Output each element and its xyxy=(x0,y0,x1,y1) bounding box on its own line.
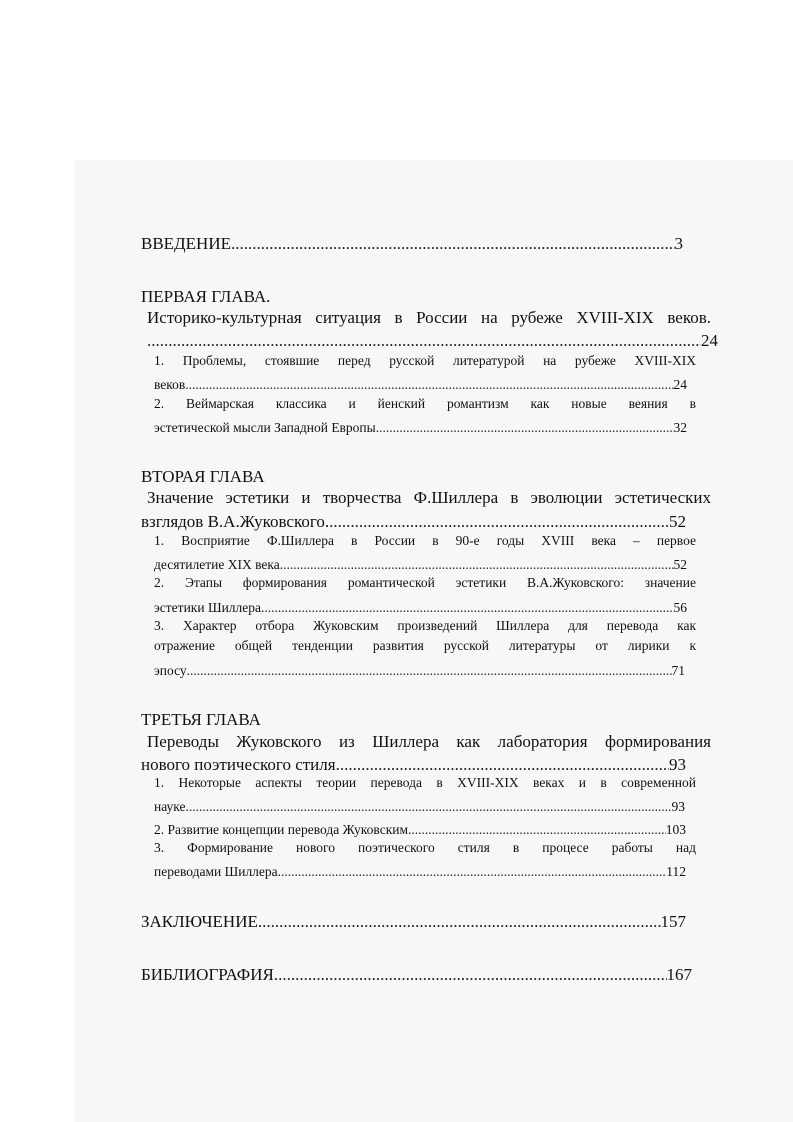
ch2-section-3-line2: отражение общей тенденции развития русской литературы от лирики к xyxy=(154,638,696,653)
dot-leader xyxy=(281,864,666,880)
chapter-3-page: 93 xyxy=(669,755,686,774)
dot-leader xyxy=(283,557,673,573)
dot-leader xyxy=(411,822,665,838)
ch3-section-3-page-line xyxy=(154,860,686,880)
chapter-3-heading: ТРЕТЬЯ ГЛАВА xyxy=(141,710,261,729)
ch2-section-3-line1[interactable]: 3. Характер отбора Жуковским произведений Шиллера для перевода как xyxy=(154,618,696,633)
dot-leader xyxy=(258,912,661,932)
chapter-2-heading: ВТОРАЯ ГЛАВА xyxy=(141,467,265,486)
ch2-section-2-line1[interactable]: 2. Этапы формирования романтической эстетики В.А.Жуковского: значение xyxy=(154,575,696,590)
toc-bibliography-page: 167 xyxy=(666,965,692,984)
ch3-section-1-line1[interactable]: 1. Некоторые аспекты теории перевода в XVIII-XIX веках и в современной xyxy=(154,775,696,790)
dot-leader xyxy=(147,331,701,351)
ch1-section-1-line1[interactable]: 1. Проблемы, стоявшие перед русской литературой на рубеже XVIII-XIX xyxy=(154,353,696,368)
chapter-1-heading: ПЕРВАЯ ГЛАВА. xyxy=(141,287,271,306)
dot-leader xyxy=(274,965,667,985)
toc-intro-page: 3 xyxy=(674,234,683,253)
toc-conclusion-page: 157 xyxy=(660,912,686,931)
chapter-1-page: 24 xyxy=(701,331,718,350)
toc-intro-label: ВВЕДЕНИЕ xyxy=(141,234,231,253)
dot-leader xyxy=(189,799,672,815)
ch3-section-2-page: 103 xyxy=(665,822,686,837)
toc-conclusion-label: ЗАКЛЮЧЕНИЕ xyxy=(141,912,258,931)
toc-entry-bibliography[interactable] xyxy=(141,963,692,985)
ch3-section-2-line1: 2. Развитие концепции перевода Жуковским. xyxy=(154,822,412,837)
dot-leader xyxy=(264,600,673,616)
ch3-section-3-line1[interactable]: 3. Формирование нового поэтического стиля в процесе работы над xyxy=(154,840,696,855)
ch2-section-3-line3: эпосу xyxy=(154,663,187,678)
ch2-section-3-page-line xyxy=(154,659,685,679)
ch3-section-1-line2: науке. xyxy=(154,799,189,814)
ch2-section-1-line1[interactable]: 1. Восприятие Ф.Шиллера в России в 90-е годы XVIII века – первое xyxy=(154,533,696,548)
ch2-section-3-page: 71 xyxy=(671,663,685,678)
ch1-section-2-line1[interactable]: 2. Веймарская классика и йенский романтизм как новые веяния в xyxy=(154,396,696,411)
chapter-1-title[interactable]: Историко-культурная ситуация в России на рубеже XVIII-XIX веков. xyxy=(147,308,711,327)
ch3-section-3-page: 112 xyxy=(666,864,686,879)
ch3-section-1-page: 93 xyxy=(671,799,685,814)
ch2-section-2-line2: эстетики Шиллера. xyxy=(154,600,265,615)
ch1-section-1-page-line xyxy=(154,373,687,393)
ch3-section-2-page-line[interactable] xyxy=(154,818,686,838)
dot-leader xyxy=(189,377,674,393)
ch2-section-1-line2: десятилетие XIX века. xyxy=(154,557,284,572)
chapter-2-title-line1[interactable]: Значение эстетики и творчества Ф.Шиллера в эволюции эстетических xyxy=(147,488,711,507)
chapter-1-page-line xyxy=(147,329,718,351)
dot-leader xyxy=(329,512,669,532)
ch1-section-1-page: 24 xyxy=(673,377,687,392)
dot-leader xyxy=(187,663,672,679)
chapter-2-title-line2: взглядов В.А.Жуковского. xyxy=(141,512,330,531)
chapter-2-page: 52 xyxy=(669,512,686,531)
chapter-2-page-line xyxy=(141,510,686,532)
chapter-3-title-line1[interactable]: Переводы Жуковского из Шиллера как лаборатория формирования xyxy=(147,732,711,751)
dot-leader xyxy=(340,755,669,775)
ch2-section-2-page: 56 xyxy=(673,600,687,615)
toc-entry-intro[interactable] xyxy=(141,232,683,254)
chapter-3-page-line xyxy=(141,753,686,775)
chapter-3-title-line2: нового поэтического стиля. xyxy=(141,755,340,774)
ch1-section-1-line2: веков. xyxy=(154,377,189,392)
dot-leader xyxy=(379,420,673,436)
toc-bibliography-label: БИБЛИОГРАФИЯ xyxy=(141,965,274,984)
ch2-section-1-page: 52 xyxy=(673,557,687,572)
ch2-section-1-page-line xyxy=(154,553,687,573)
toc-entry-conclusion[interactable] xyxy=(141,910,686,932)
ch3-section-1-page-line xyxy=(154,795,685,815)
ch2-section-2-page-line xyxy=(154,596,687,616)
dot-leader xyxy=(231,234,675,254)
ch3-section-3-line2: переводами Шиллера. xyxy=(154,864,282,879)
ch1-section-2-line2: эстетической мысли Западной Европы. xyxy=(154,420,380,435)
ch1-section-2-page: 32 xyxy=(673,420,687,435)
ch1-section-2-page-line xyxy=(154,416,687,436)
